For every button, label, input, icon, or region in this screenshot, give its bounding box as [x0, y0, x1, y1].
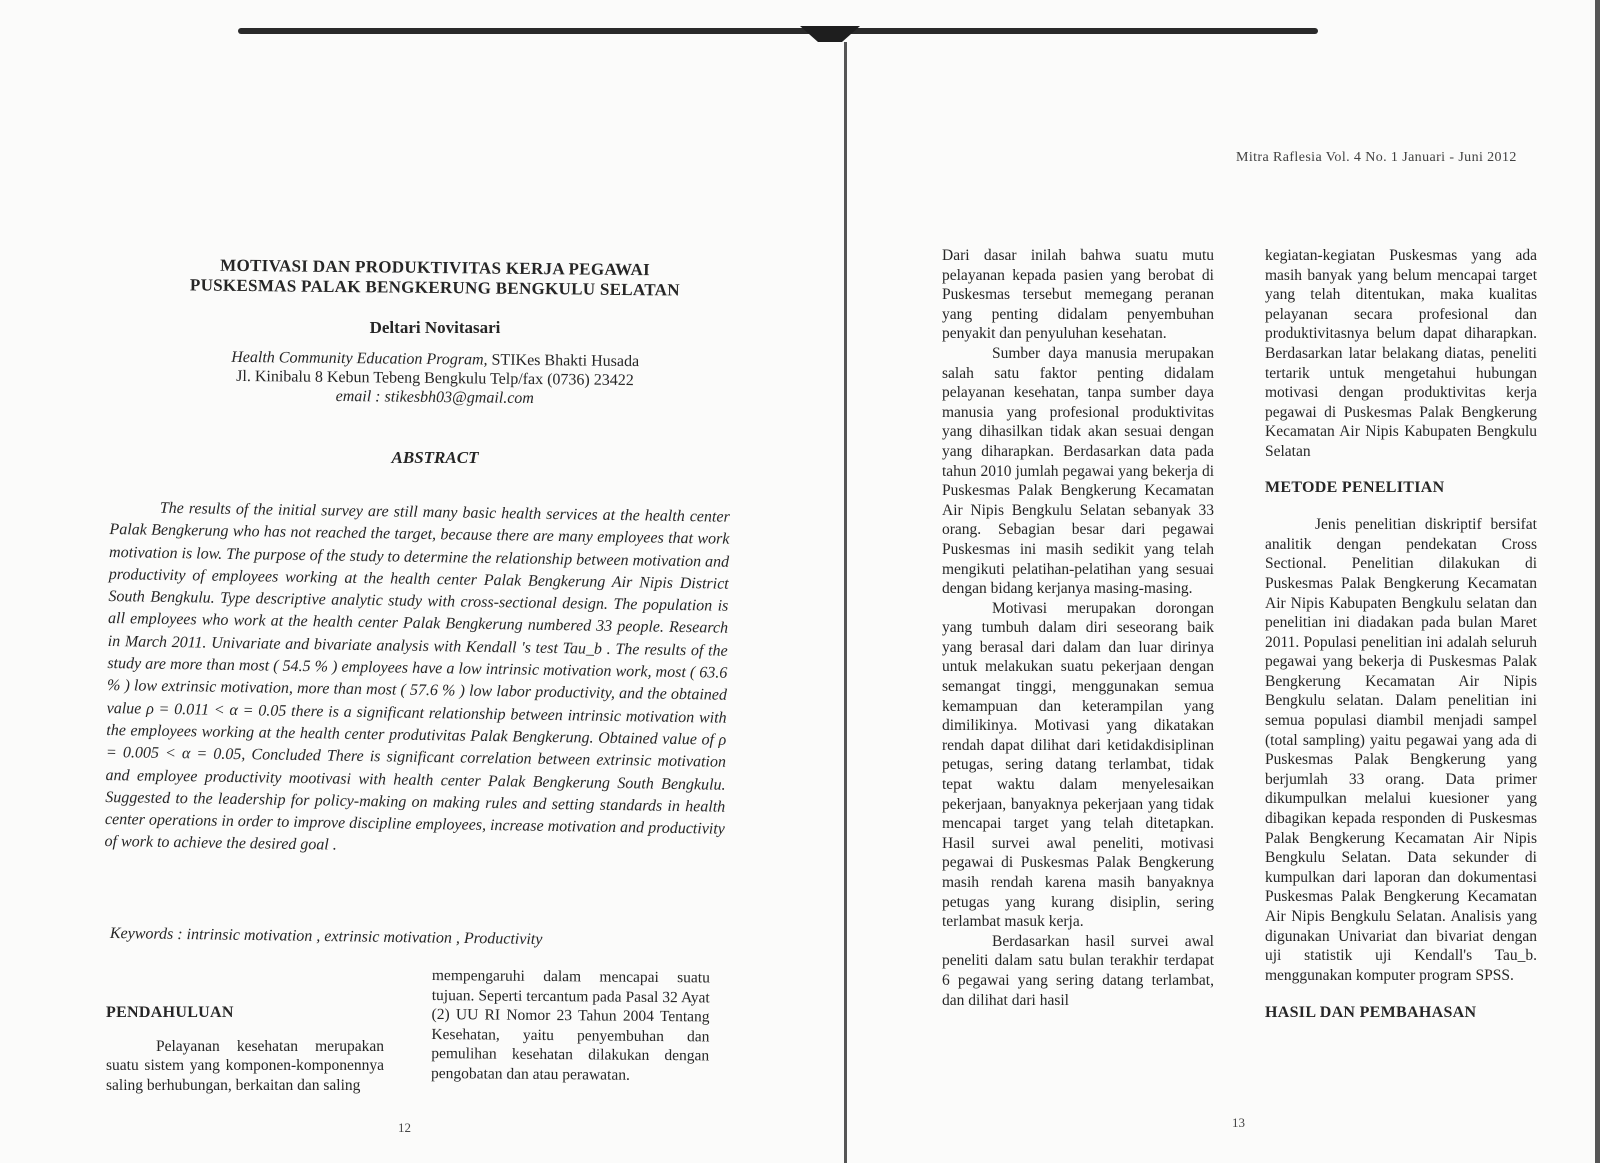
paragraph: kegiatan-kegiatan Puskesmas yang ada masih banyak yang belum mencapai target yang telah ditentukan, maka kualitas pelayanan secara profesional dan produktivitasnya belum dapat diharapkan. Berdasarkan latar belakang diatas, peneliti tertarik untuk mengetahui hubungan motivasi dengan produktivitas kerja pegawai di Puskesmas Palak Bengkerung Kecamatan Air Nipis Kabupaten Bengkulu Selatan — [1265, 247, 1537, 460]
section-heading-metode: METODE PENELITIAN — [1265, 478, 1445, 496]
right-column-1 — [942, 246, 1214, 1010]
left-column-2 — [431, 966, 710, 1086]
page-number-right: 13 — [1232, 1115, 1245, 1130]
book-spine — [844, 42, 847, 1163]
paragraph: Jenis penelitian diskriptif bersifat analitik dengan pendekatan Cross Sectional. Penelitian dilakukan di Puskesmas Palak Bengkerung Kecamatan Air Nipis Kabupaten Bengkulu selatan dan penelitian ini diadakan pada bulan Maret 2011. Populasi penelitian ini adalah seluruh pegawai yang bekerja di Puskesmas Palak Bengkerung Kecamatan Air Nipis Bengkulu selatan. Dalam penelitian ini semua populasi diambil menjadi sampel (total sampling) yaitu pegawai yang ada di Puskesmas Palak Bengkerung yang berjumlah 33 orang. Data primer dikumpulkan melalui kuesioner yang dibagikan kepada responden di Puskesmas Palak Bengkerung Kecamatan Air Nipis Bengkulu Selatan. Data sekunder di kumpulkan dari laporan dan dokumentasi Puskesmas Palak Bengkerung Kecamatan Air Nipis Bengkulu Selatan. Analisis yang digunakan Univariat dan bivariat dengan uji statistik uji Kendall's Tau_b. menggunakan komputer program SPSS. — [1265, 516, 1537, 984]
section-heading-pendahuluan: PENDAHULUAN — [106, 1004, 234, 1021]
author-name: Deltari Novitasari — [369, 318, 501, 337]
section-heading-hasil: HASIL DAN PEMBAHASAN — [1265, 1004, 1477, 1022]
abstract-text: The results of the initial survey are still many basic health services at the health center Palak Bengkerung who has not reached the target, because there are many employees that work motivation is low. The purpose of the study to determine the relationship between motivation and productivity of employees working at the health center Palak Bengkerung Air Nipis District South Bengkulu. Type descriptive analytic study with cross-sectional design. The population is all employees who work at the health center Palak Bengkerung numbered 33 people. Research in March 2011. Univariate and bivariate analysis with Kendall 's test Tau_b . The results of the study are more than most ( 54.5 % ) employees have a low intrinsic motivation work, most ( 63.6 % ) low extrinsic motivation, more than most ( 57.6 % ) low labor productivity, and the obtained value ρ = 0.011 < α = 0.05 there is a significant relationship between intrinsic motivation with the employees working at the health center produtivitas Palak Bengkerung. Obtained value of ρ = 0.005 < α = 0.05, Concluded There is significant correlation between extrinsic motivation and employee productivity mootivasi with health center Palak Bengkerung South Bengkulu. Suggested to the leadership for policy-making on making rules and setting standards in health center operations in order to improve discipline employees, increase motivation and productivity of work to achieve the desired goal . — [104, 499, 730, 855]
affiliation — [150, 347, 721, 410]
affil-program: Health Community Education Program, — [231, 348, 488, 369]
abstract-body — [104, 497, 730, 863]
paragraph: Sumber daya manusia merupakan salah satu faktor penting didalam pelayanan kesehatan, tanpa sumber daya manusia yang profesional produktivitas yang dihasilkan tidak akan sesuai dengan yang diharapkan. Berdasarkan data pada tahun 2010 jumlah pegawai yang bekerja di Puskesmas Palak Bengkerung Kecamatan Air Nipis Bengkulu Selatan sebanyak 33 orang. Sebagian besar dari pegawai Puskesmas ini masih sedikit yang telah mengikuti pelatihan-pelatihan yang sesuai dengan bidang kerjanya masing-masing. — [942, 344, 1214, 598]
title-line-1: MOTIVASI DAN PRODUKTIVITAS KERJA PEGAWAI — [220, 255, 651, 280]
scan-edge — [1595, 0, 1600, 1163]
right-column-2 — [1265, 246, 1537, 1041]
title-line-2: PUSKESMAS PALAK BENGKERUNG BENGKULU SELATAN — [189, 275, 680, 300]
running-head: Mitra Raflesia Vol. 4 No. 1 Januari - Juni 2012 — [1236, 150, 1517, 165]
abstract-heading: ABSTRACT — [391, 448, 479, 467]
right-page — [846, 0, 1600, 1163]
page-number-left: 12 — [398, 1120, 411, 1135]
paragraph: Dari dasar inilah bahwa suatu mutu pelayanan kepada pasien yang berobat di Puskesmas tersebut memegang peranan yang penting didalam penyembuhan penyakit dan penyuluhan kesehatan. — [942, 247, 1214, 343]
keywords: Keywords : intrinsic motivation , extrinsic motivation , Productivity — [109, 925, 543, 949]
affil-email: email : stikesbh03@gmail.com — [335, 387, 535, 408]
affil-address: Jl. Kinibalu 8 Kebun Tebeng Bengkulu Telp/fax (0736) 23422 — [236, 367, 634, 390]
paragraph: Berdasarkan hasil survei awal peneliti dalam satu bulan terakhir terdapat 6 pegawai yang sering datang terlambat, dan dilihat dari hasil — [942, 932, 1214, 1009]
paper-title — [150, 255, 720, 301]
paragraph: Motivasi merupakan dorongan yang tumbuh dalam diri seseorang baik yang berasal dari dalam dan luar dirinya untuk melakukan suatu pekerjaan dengan semangat tinggi, menggunakan semua kemampuan dan keterampilan yang dimilikinya. Motivasi yang dikatakan rendah dapat dilihat dari ketidakdisiplinan petugas, sering datang terlambat, tidak tepat waktu dalam menyelesaikan pekerjaan, banyaknya pekerjaan yang tidak mencapai target yang telah ditetapkan. Hasil survei awal peneliti, motivasi pegawai di Puskesmas Palak Bengkerung masih rendah karena masih banyaknya petugas yang kurang disiplin, sering terlambat masuk kerja. — [942, 599, 1214, 931]
scan-shadow-bar — [238, 28, 1318, 34]
paragraph: Pelayanan kesehatan merupakan suatu sistem yang komponen-komponennya saling berhubungan, berkaitan dan saling — [106, 1037, 384, 1094]
affil-institution: STIKes Bhakti Husada — [491, 351, 640, 371]
paragraph: mempengaruhi dalam mencapai suatu tujuan. Seperti tercantum pada Pasal 32 Ayat (2) UU RI Nomor 23 Tahun 2004 Tentang Kesehatan, yaitu penyembuhan dan pemulihan kesehatan dilakukan dengan pengobatan dan atau perawatan. — [430, 966, 710, 1084]
left-column-1 — [106, 1003, 384, 1095]
